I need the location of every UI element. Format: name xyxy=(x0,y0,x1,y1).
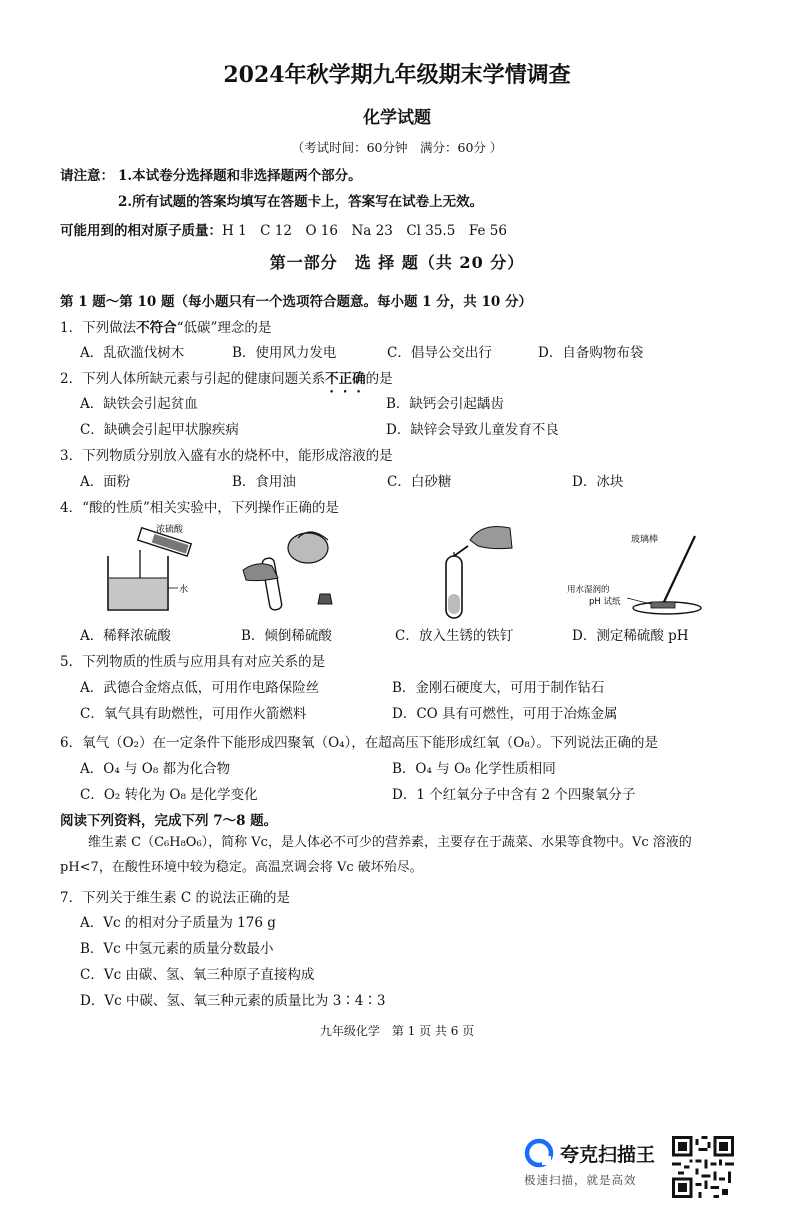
q7-option-c: C．Vc 由碳、氢、氧三种原子直接构成 xyxy=(80,967,315,983)
q1-stem xyxy=(60,316,271,336)
scanner-watermark xyxy=(524,1138,655,1188)
qr-code-icon xyxy=(672,1136,734,1198)
q6-option-c: C．O₂ 转化为 O₈ 是化学变化 xyxy=(80,787,258,803)
q5-option-b: B．金刚石硬度大，可用于制作钻石 xyxy=(392,680,605,696)
figure-ph-test xyxy=(555,528,715,618)
q2-option-a: A．缺铁会引起贫血 xyxy=(80,396,198,412)
q5-option-a: A．武德合金熔点低，可用作电路保险丝 xyxy=(80,680,320,696)
q4-option-d: D．测定稀硫酸 pH xyxy=(572,628,689,644)
q7-option-a: A．Vc 的相对分子质量为 176 g xyxy=(80,915,276,931)
reading-passage: 维生素 C（C₆H₈O₆），简称 Vc，是人体必不可少的营养素，主要存在于蔬菜、水果等食物中。Vc 溶液的 pH<7，在酸性环境中较为稳定。高温烹调会将 Vc 破坏殆尽。 xyxy=(60,835,692,875)
q7-option-d: D．Vc 中碳、氢、氧三种元素的质量比为 3∶4∶3 xyxy=(80,993,386,1009)
scanner-slogan: 极速扫描，就是高效 xyxy=(524,1173,637,1187)
section-title: 第一部分 选 择 题（共 20 分） xyxy=(269,253,525,272)
q1-option-a: A．乱砍滥伐树木 xyxy=(80,345,185,361)
q6-option-a: A．O₄ 与 O₈ 都为化合物 xyxy=(80,761,231,777)
figure-label-paper-1: 用水湿润的 xyxy=(567,585,610,595)
q2-stem-post: 的是 xyxy=(365,371,393,387)
figure-label-acid: 浓硫酸 xyxy=(156,525,184,535)
notice-label: 请注意： xyxy=(60,168,114,184)
q3-option-d: D．冰块 xyxy=(572,474,624,490)
q2-option-b: B．缺钙会引起龋齿 xyxy=(386,396,504,412)
figure-rusty-nail xyxy=(432,512,522,622)
q1-option-c: C．倡导公交出行 xyxy=(387,345,492,361)
q6-option-d: D．1 个红氧分子中含有 2 个四聚氧分子 xyxy=(392,787,636,803)
figure-label-water: 水 xyxy=(179,585,189,595)
q4-stem: 4．“酸的性质”相关实验中，下列操作正确的是 xyxy=(60,500,339,516)
q5-option-d: D．CO 具有可燃性，可用于冶炼金属 xyxy=(392,706,618,722)
q1-stem-pre: 1．下列做法 xyxy=(60,320,137,336)
q1-option-d: D．自备购物布袋 xyxy=(538,345,644,361)
figure-label-paper-2: pH 试纸 xyxy=(589,597,621,607)
q2-stem-pre: 2．下列人体所缺元素与引起的健康问题关系 xyxy=(60,371,326,387)
page-title: 2024年秋学期九年级期末学情调查 xyxy=(223,62,571,88)
atomic-masses-values: H 1 C 12 O 16 Na 23 Cl 35.5 Fe 56 xyxy=(222,223,507,239)
q1-stem-post: “低碳”理念的是 xyxy=(176,320,272,336)
q2-option-d: D．缺锌会导致儿童发育不良 xyxy=(386,422,559,438)
q4-option-c: C．放入生锈的铁钉 xyxy=(395,628,514,644)
atomic-masses-label: 可能用到的相对原子质量： xyxy=(60,223,222,239)
q6-option-b: B．O₄ 与 O₈ 化学性质相同 xyxy=(392,761,556,777)
notice-item-1: 1.本试卷分选择题和非选择题两个部分。 xyxy=(118,168,362,184)
q4-option-a: A．稀释浓硫酸 xyxy=(80,628,171,644)
q5-stem: 5．下列物质的性质与应用具有对应关系的是 xyxy=(60,654,326,670)
scanner-brand-name: 夸克扫描王 xyxy=(560,1143,656,1166)
notice-item-2: 2.所有试题的答案均填写在答题卡上，答案写在试卷上无效。 xyxy=(118,194,484,210)
q3-option-c: C．白砂糖 xyxy=(387,474,452,490)
scanner-logo-icon xyxy=(524,1138,554,1168)
q1-stem-emphasis: 不符合 xyxy=(136,320,177,336)
subject-title: 化学试题 xyxy=(363,108,431,128)
figure-pour-acid xyxy=(238,520,348,615)
page-footer: 九年级化学 第 1 页 共 6 页 xyxy=(319,1024,475,1038)
q5-option-c: C．氧气具有助燃性，可用作火箭燃料 xyxy=(80,706,307,722)
q7-option-b: B．Vc 中氢元素的质量分数最小 xyxy=(80,941,274,957)
reading-heading: 阅读下列资料，完成下列 7～8 题。 xyxy=(60,813,278,829)
q3-option-b: B．食用油 xyxy=(232,474,296,490)
q2-stem-emphasis: 不正确 xyxy=(325,371,366,387)
q1-option-b: B．使用风力发电 xyxy=(232,345,337,361)
q4-option-b: B．倾倒稀硫酸 xyxy=(241,628,332,644)
figure-dilute-acid xyxy=(90,520,220,615)
q3-option-a: A．面粉 xyxy=(80,474,131,490)
exam-info: （考试时间：60分钟 满分：60分 ） xyxy=(291,140,503,155)
figure-label-rod: 玻璃棒 xyxy=(631,535,659,545)
q6-stem: 6．氧气（O₂）在一定条件下能形成四聚氧（O₄），在超高压下能形成红氧（O₈）。下列说法正确的是 xyxy=(60,735,659,751)
section-instruction: 第 1 题～第 10 题（每小题只有一个选项符合题意。每小题 1 分，共 10 分） xyxy=(60,294,532,310)
q2-option-c: C．缺碘会引起甲状腺疾病 xyxy=(80,422,239,438)
q3-stem: 3．下列物质分别放入盛有水的烧杯中，能形成溶液的是 xyxy=(60,448,393,464)
atomic-masses xyxy=(60,219,507,239)
q7-stem: 7．下列关于维生素 C 的说法正确的是 xyxy=(60,890,291,906)
